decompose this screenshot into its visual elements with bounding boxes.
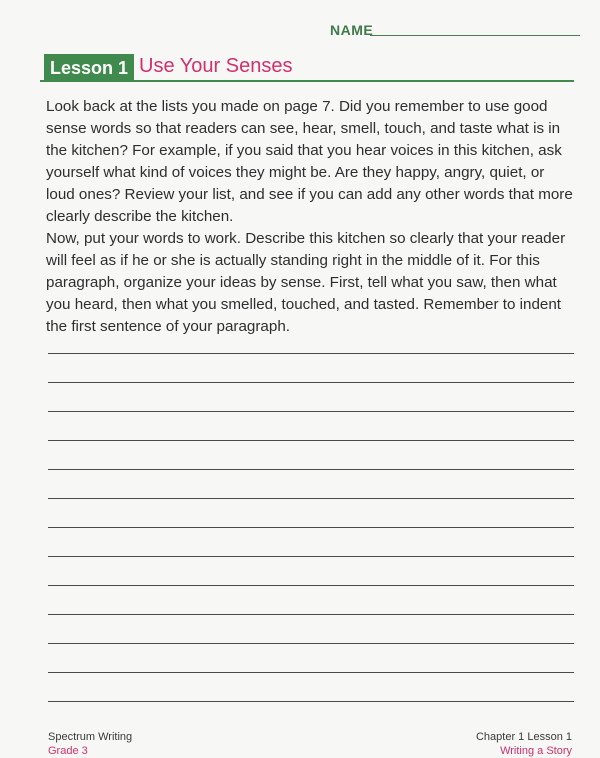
footer-right (476, 730, 572, 758)
footer-chapter: Chapter 1 Lesson 1 (475, 731, 572, 743)
name-field (330, 20, 580, 40)
lesson-badge: Lesson 1 (44, 54, 134, 82)
writing-line[interactable] (48, 498, 574, 499)
title-divider (40, 80, 574, 82)
lesson-title: Use Your Senses (139, 55, 293, 77)
footer-topic: Writing a Story (500, 745, 572, 757)
writing-line[interactable] (48, 701, 574, 702)
writing-line[interactable] (48, 469, 574, 470)
writing-line[interactable] (48, 556, 574, 557)
writing-line[interactable] (48, 527, 574, 528)
writing-line[interactable] (48, 382, 574, 383)
writing-line[interactable] (48, 411, 574, 412)
lesson-header (40, 52, 574, 82)
writing-line[interactable] (48, 440, 574, 441)
writing-line[interactable] (48, 643, 574, 644)
instruction-paragraph-1: Look back at the lists you made on page 7. Did you remember to use good sense words so that readers can see, hear, smell, touch, and taste what is in the kitchen? For example, if you said that you hear voices in this kitchen, ask yourself what kind of voices they might be. Are they happy, angry, quiet, or loud ones? Review your list, and see if you can add any other words that more clearly describe the kitchen. (46, 98, 573, 225)
writing-line[interactable] (48, 614, 574, 615)
writing-line[interactable] (48, 672, 574, 673)
name-label: NAME (330, 22, 374, 38)
footer-book-title: Spectrum Writing (48, 731, 133, 743)
instruction-paragraph-2: Now, put your words to work. Describe this kitchen so clearly that your reader will feel as if he or she is actually standing right in the middle of it. For this paragraph, organize your ideas by sense. First, tell what you saw, then what you heard, then what you smelled, touched, and tasted. Remember to indent the first sentence of your paragraph. (46, 230, 566, 335)
footer-grade: Grade 3 (48, 745, 88, 757)
writing-line[interactable] (48, 585, 574, 586)
name-write-line[interactable] (370, 35, 580, 36)
writing-line[interactable] (48, 353, 574, 354)
footer-left (48, 730, 132, 758)
